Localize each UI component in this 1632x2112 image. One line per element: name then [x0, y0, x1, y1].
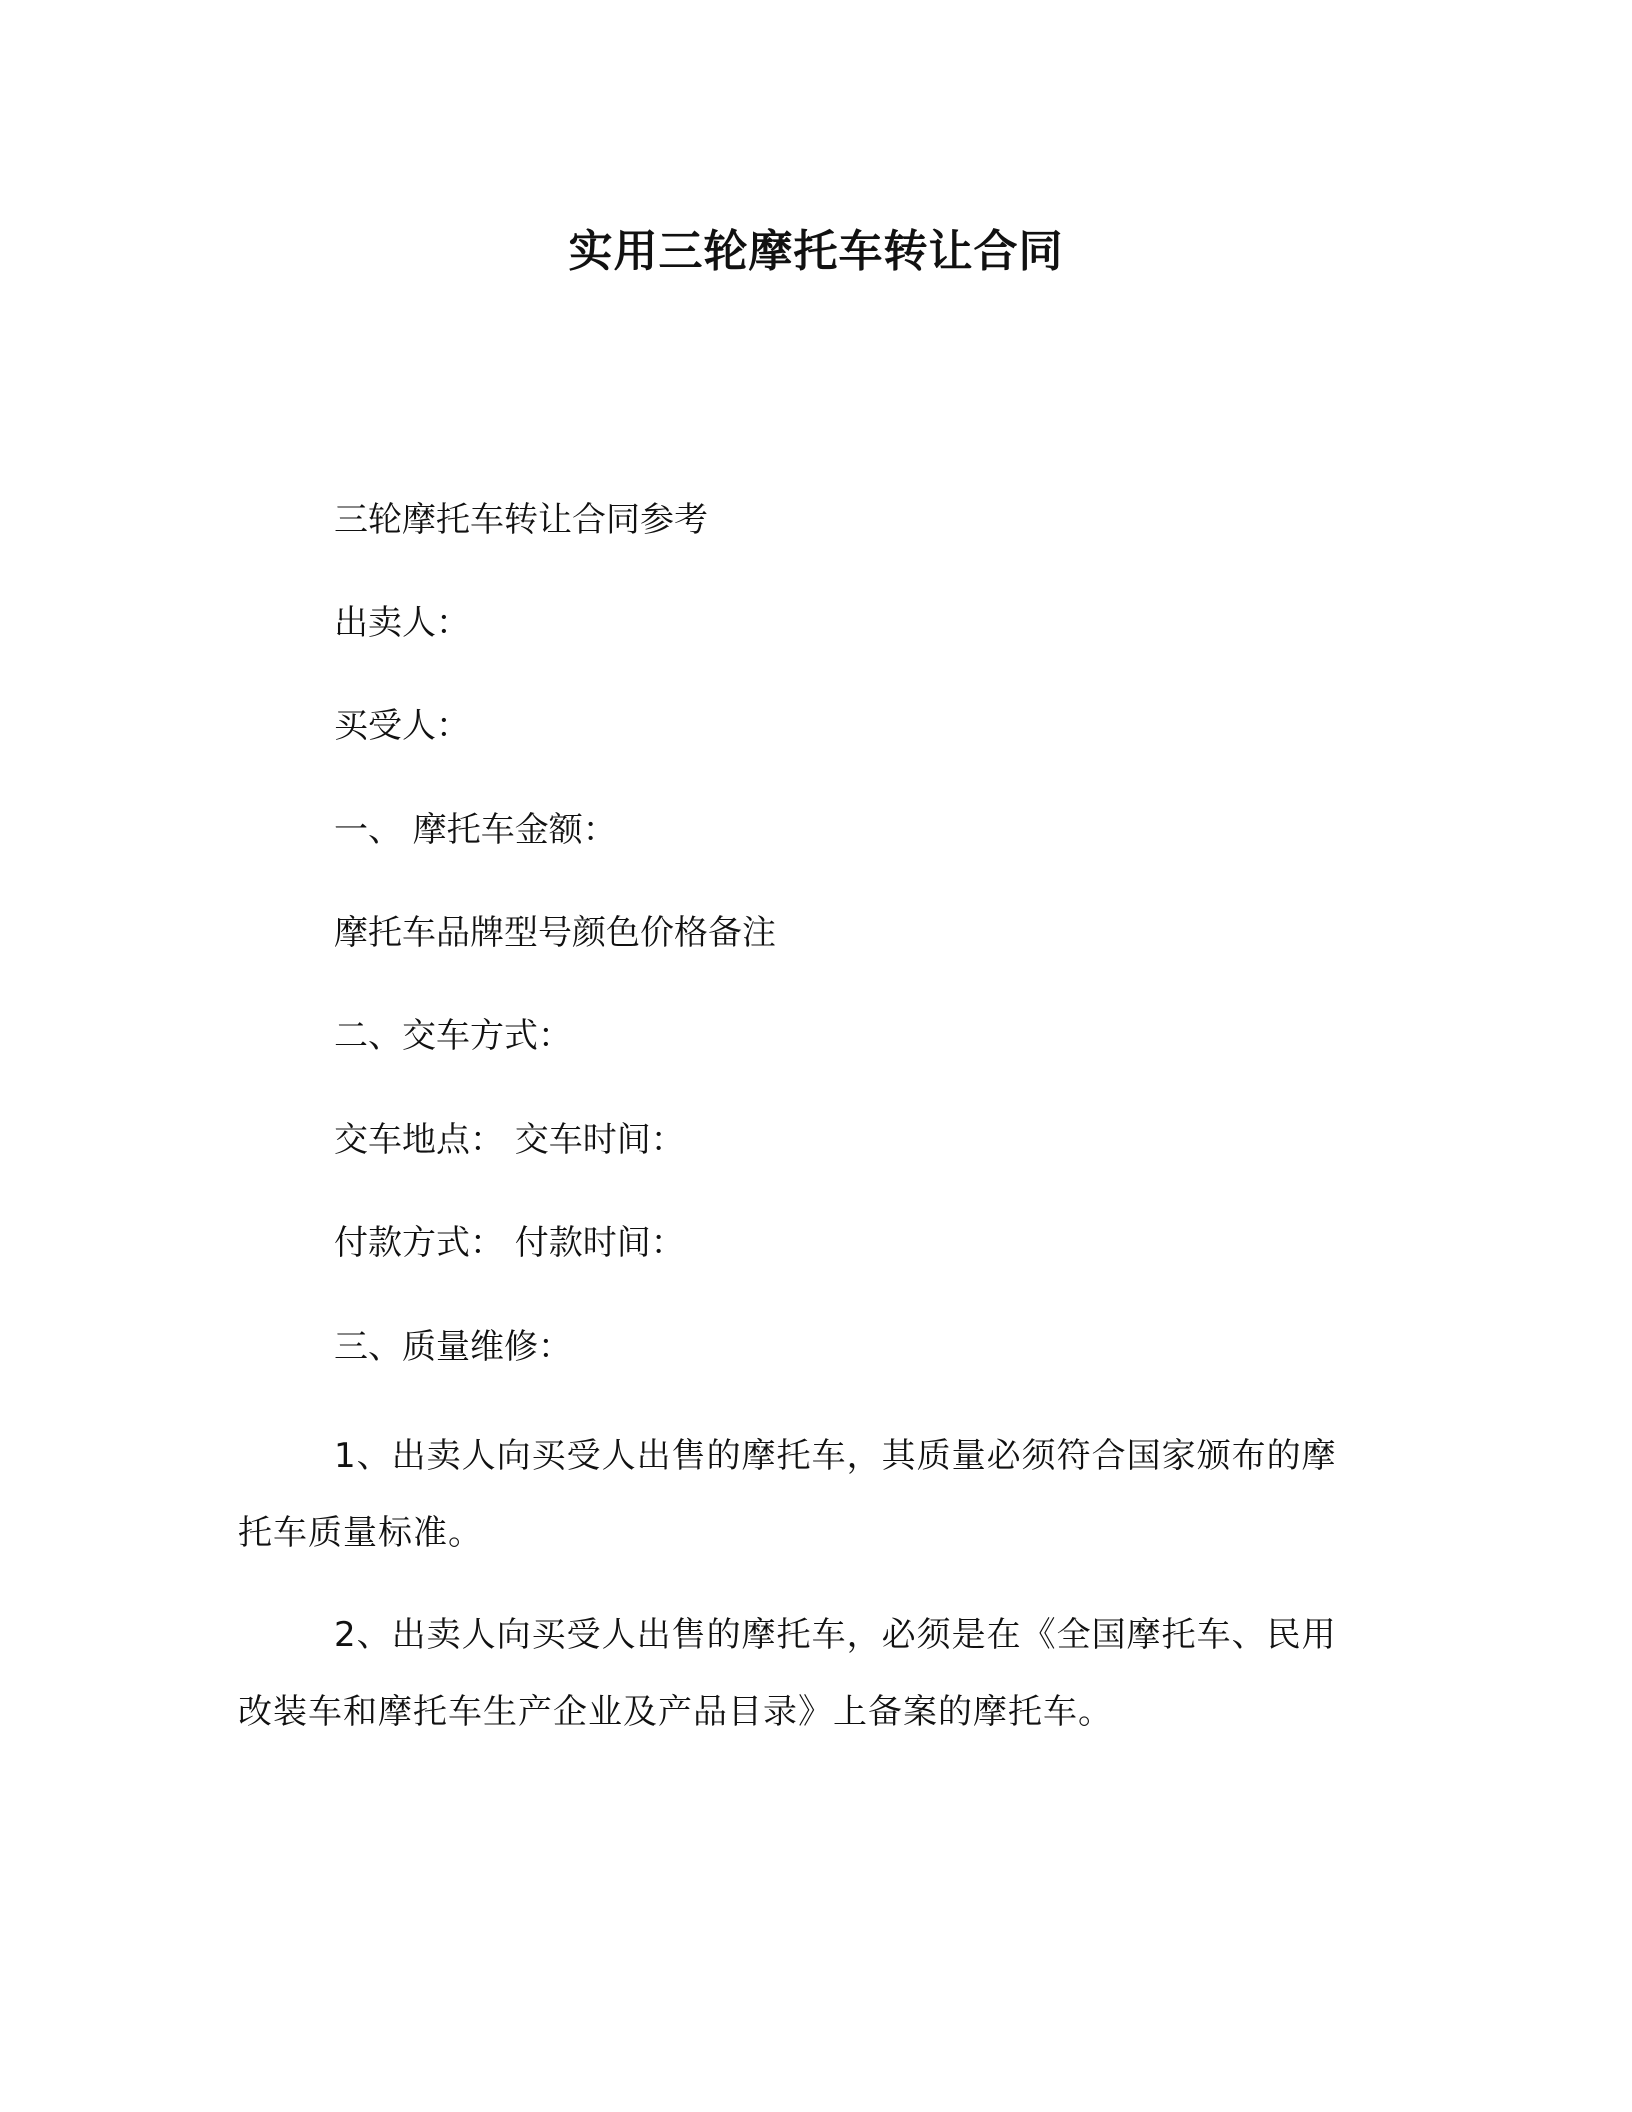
section-quality-maintenance: 三、质量维修： — [334, 1327, 572, 1367]
quality-clause-2: 2、出卖人向买受人出售的摩托车，必须是在《全国摩托车、民用改装车和摩托车生产企业及产品目录》上备案的摩托车。 — [238, 1615, 1337, 1732]
payment-method-time: 付款方式： 付款时间： — [334, 1223, 685, 1263]
document-title: 实用三轮摩托车转让合同 — [568, 226, 1064, 277]
contract-reference-heading: 三轮摩托车转让合同参考 — [334, 500, 708, 540]
buyer-field: 买受人： — [334, 706, 470, 746]
section-delivery-method: 二、交车方式： — [334, 1016, 572, 1056]
seller-field: 出卖人： — [334, 603, 470, 643]
quality-clause-1: 1、出卖人向买受人出售的摩托车，其质量必须符合国家颁布的摩托车质量标准。 — [238, 1436, 1337, 1553]
section-motorcycle-amount: 一、 摩托车金额： — [334, 810, 617, 850]
motorcycle-details-row: 摩托车品牌型号颜色价格备注 — [334, 913, 776, 953]
delivery-place-time: 交车地点： 交车时间： — [334, 1120, 685, 1160]
